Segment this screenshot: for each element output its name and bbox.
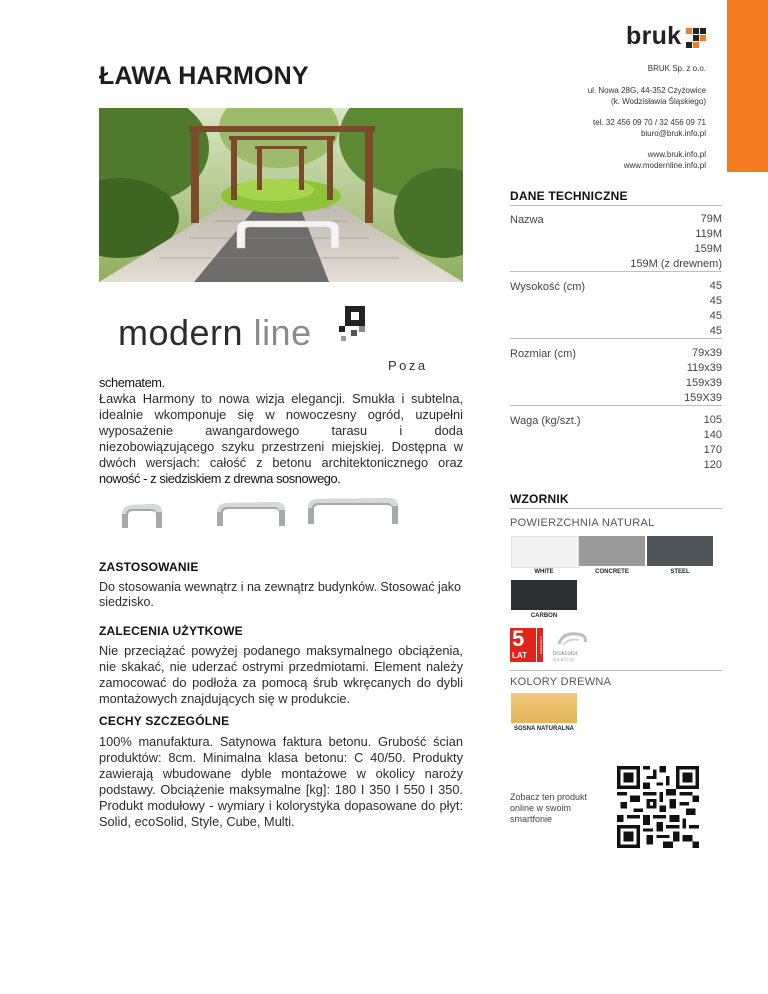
surface-label: POWIERZCHNIA NATURAL [510, 517, 655, 529]
specs-heading: DANE TECHNICZNE [510, 189, 628, 203]
warranty-side-text: GWARANCJI [539, 636, 543, 654]
description-text: Ławka Harmony to nowa wizja elegancji. Smukła i subtelna, idealnie wkomponuje się w nowoczesny ogród, uzupełni wyposażenie awangardowego tarasu i doda niezobowiązującego szyku przestrzeni miejskiej. Dostępna w dwóch wersjach: całość z betonu architektonicznego oraz [99, 391, 463, 470]
swatch-concrete [579, 536, 645, 566]
bruk-logo [626, 22, 708, 52]
spec-value: 45 [709, 325, 722, 337]
description-line-2: schematem. [99, 375, 165, 390]
qr-caption: Zobacz ten produkt online w swoim smartfonie [510, 792, 588, 824]
website-link-1[interactable]: www.bruk.info.pl [647, 150, 706, 159]
pattern-divider [510, 670, 722, 671]
spec-values-waga [704, 413, 722, 473]
bench-159m-icon [308, 498, 398, 524]
features-heading: CECHY SZCZEGÓLNE [99, 714, 230, 728]
usage-heading: ZASTOSOWANIE [99, 560, 199, 574]
company-contact [593, 117, 706, 139]
brukcolor-text: brukcolor [553, 651, 578, 657]
swatch-label-white: WHITE [534, 569, 554, 575]
description-highlight: nowość - z siedziskiem z drewna sosnowego. [99, 471, 341, 486]
spec-values-rozmiar [684, 346, 722, 406]
swatch-carbon [511, 580, 577, 610]
pattern-heading: WZORNIK [510, 492, 569, 506]
spec-value: 105 [703, 414, 722, 426]
logo-squares-icon [686, 28, 708, 48]
recommendations-heading: ZALECENIA UŻYTKOWE [99, 624, 243, 638]
qr-code-icon[interactable] [617, 766, 699, 848]
address-line-1: ul. Nowa 28G, 44-352 Czyżowice [587, 86, 706, 95]
pattern-divider [510, 508, 722, 509]
spec-value: 119x39 [686, 362, 722, 374]
spec-value: 45 [709, 310, 722, 322]
bench-79m-icon [122, 504, 162, 528]
company-address [588, 85, 706, 107]
email-link[interactable]: biuro@bruk.info.pl [640, 129, 706, 138]
spec-name-wysokosc: Wysokość (cm) [510, 281, 586, 293]
spec-value: 159x39 [685, 377, 722, 389]
usage-text: Do stosowania wewnątrz i na zewnątrz budynków. Stosować jako siedzisko. [99, 580, 461, 609]
recommendations-text: Nie przeciążać powyżej podanego maksymalnego obciążenia, nie skakać, nie uderzać ostrymi przedmiotami. Element należy zamocować do podłoża za pomocą śrub wkręcanych do dybli montażowych znajdujących się w produkcie. [99, 643, 463, 706]
warranty-number: 5 [512, 626, 525, 651]
swatch-label-sosna: SOSNA NATURALNA [514, 726, 574, 732]
spec-value: 79M [700, 213, 722, 225]
brukcolor-quality-text: quality [553, 657, 575, 663]
company-name: BRUK Sp. z o.o. [647, 64, 706, 73]
spec-name-waga: Waga (kg/szt.) [510, 415, 581, 427]
specs-divider [510, 271, 722, 272]
features-text: 100% manufaktura. Satynowa faktura betonu. Grubość ścian produktów: 8cm. Minimalna klasa betonu: C 40/50. Produkty zawierają wbudowane dyble montażowe w okolicy naroży podstawy. Obciążenie maksymalne [kg]: 180 I 350 I 550 I 350. Produkt modułowy - wymiary i kolorystyka dopasowane do płyt: Solid, ecoSolid, Style, Cube, Multi. [99, 734, 463, 829]
spec-values-nazwa [630, 212, 722, 272]
swatch-sosna [511, 693, 577, 723]
spec-value: 79x39 [692, 347, 722, 359]
spec-value: 45 [709, 295, 722, 307]
product-photo [99, 108, 463, 282]
spec-value: 120 [703, 459, 722, 471]
spec-value: 119M [695, 228, 722, 240]
modern-line-logo [118, 306, 378, 356]
swatch-label-steel: STEEL [670, 569, 690, 575]
swatch-steel [647, 536, 713, 566]
warranty-5-years-badge [510, 628, 543, 662]
modern-line-squares-icon [339, 306, 365, 342]
wood-colors-label: KOLORY DREWNA [510, 676, 612, 688]
brukcolor-swirl-icon [553, 630, 593, 648]
description-lead: Poza [388, 358, 428, 373]
brukcolor-quality-badge [553, 630, 593, 662]
spec-value: 159M [694, 243, 722, 255]
specs-divider [510, 338, 722, 339]
bench-variants [120, 492, 450, 542]
swatch-label-concrete: CONCRETE [595, 569, 629, 575]
spec-value: 159X39 [684, 392, 722, 404]
spec-value: 45 [709, 280, 722, 292]
address-line-2: (k. Wodzisławia Śląskiego) [611, 97, 706, 106]
spec-values-wysokosc [710, 279, 722, 339]
spec-name-rozmiar: Rozmiar (cm) [510, 348, 576, 360]
page-title: ŁAWA HARMONY [99, 62, 309, 90]
description-body [99, 391, 463, 487]
modern-word: modern [118, 312, 244, 353]
swatch-label-carbon: CARBON [530, 613, 558, 619]
bench-119m-icon [217, 502, 285, 526]
swatch-white [511, 536, 579, 568]
website-link-2[interactable]: www.modernline.info.pl [623, 161, 706, 170]
spec-name-nazwa: Nazwa [510, 214, 544, 226]
company-web [624, 149, 706, 171]
logo-text: bruk [626, 22, 682, 50]
spec-value: 159M (z drewnem) [630, 258, 722, 270]
modern-line-wordmark [118, 312, 312, 354]
specs-divider [510, 405, 722, 406]
brand-accent-bar [727, 0, 768, 172]
warranty-word: LAT [512, 651, 527, 660]
line-word: line [243, 312, 312, 353]
phone: tel. 32 456 09 70 / 32 456 09 71 [593, 118, 706, 127]
spec-value: 170 [703, 444, 722, 456]
specs-divider [510, 205, 722, 206]
spec-value: 140 [703, 429, 722, 441]
